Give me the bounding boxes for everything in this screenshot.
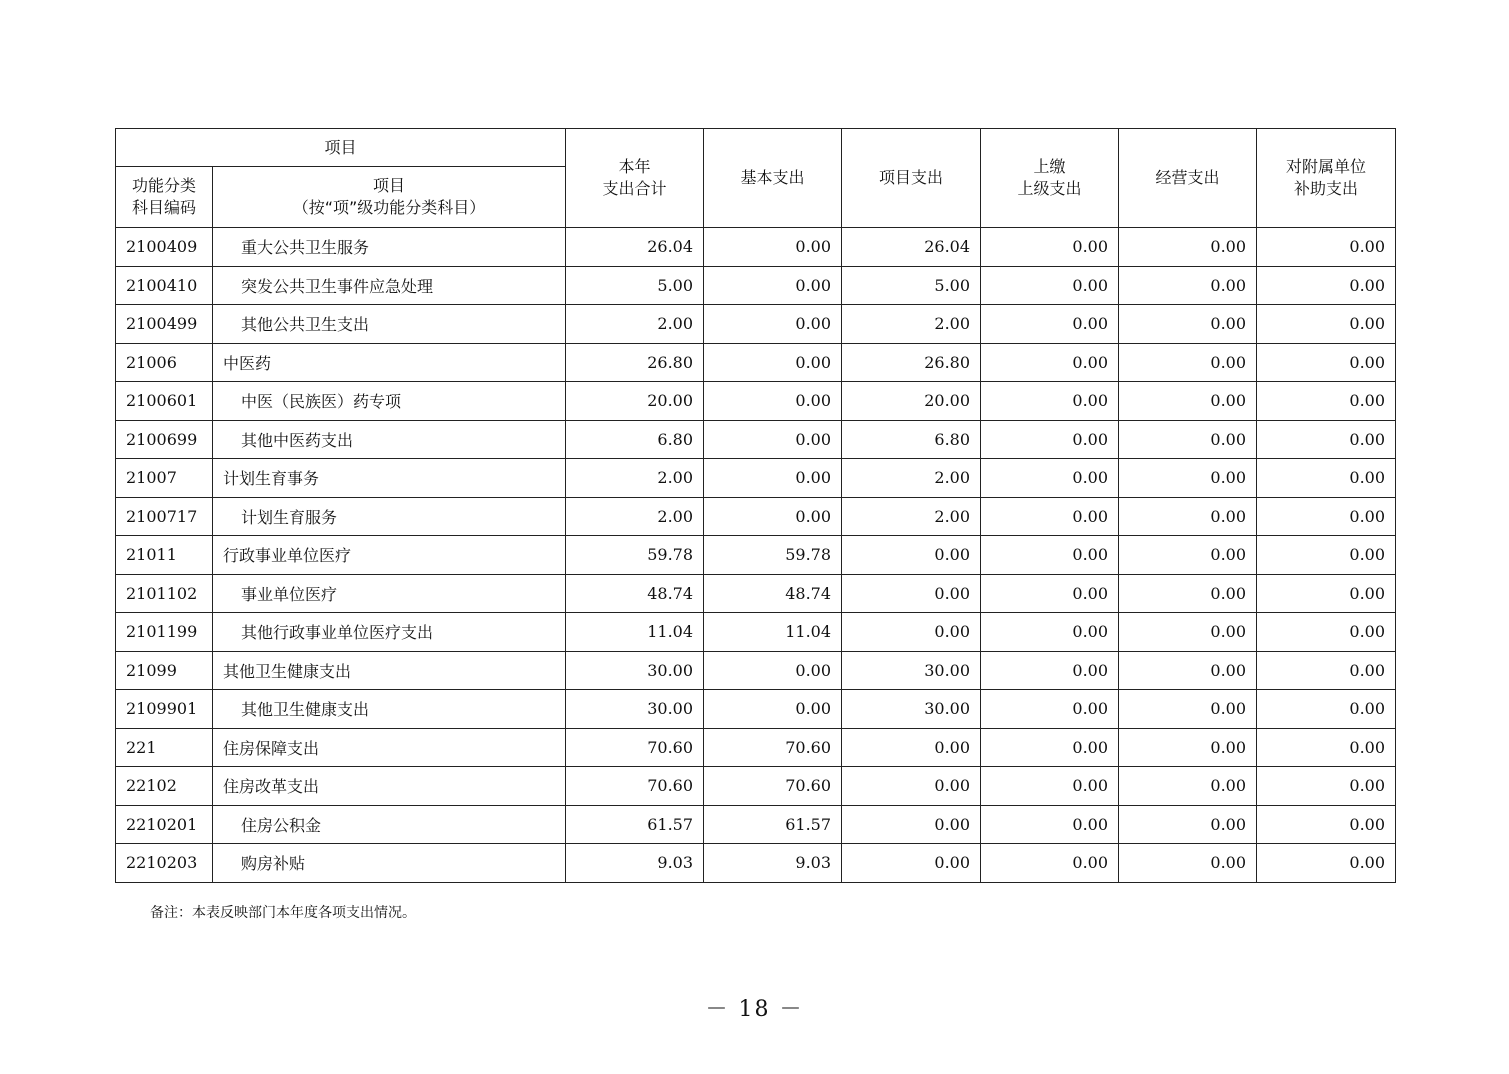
cell-code: 22102	[116, 767, 213, 806]
cell-remit: 0.00	[981, 767, 1119, 806]
cell-subsidy: 0.00	[1257, 613, 1396, 652]
cell-name: 住房保障支出	[213, 728, 566, 767]
cell-business: 0.00	[1119, 690, 1257, 729]
cell-project: 0.00	[842, 805, 981, 844]
cell-code: 2100601	[116, 382, 213, 421]
cell-code: 221	[116, 728, 213, 767]
cell-total: 11.04	[566, 613, 704, 652]
header-code: 功能分类 科目编码	[116, 167, 213, 228]
table-row	[116, 266, 1396, 305]
cell-code: 21011	[116, 536, 213, 575]
table-row	[116, 574, 1396, 613]
cell-name: 计划生育服务	[213, 497, 566, 536]
cell-total: 70.60	[566, 728, 704, 767]
table-row	[116, 536, 1396, 575]
table-row	[116, 805, 1396, 844]
cell-project: 30.00	[842, 690, 981, 729]
cell-business: 0.00	[1119, 497, 1257, 536]
cell-subsidy: 0.00	[1257, 805, 1396, 844]
header-name: 项目 （按“项”级功能分类科目）	[213, 167, 566, 228]
cell-business: 0.00	[1119, 420, 1257, 459]
cell-code: 2100499	[116, 305, 213, 344]
cell-project: 0.00	[842, 728, 981, 767]
cell-business: 0.00	[1119, 574, 1257, 613]
cell-basic: 0.00	[704, 266, 842, 305]
cell-project: 26.04	[842, 228, 981, 267]
cell-code: 2100717	[116, 497, 213, 536]
table-row	[116, 459, 1396, 498]
cell-total: 59.78	[566, 536, 704, 575]
cell-total: 48.74	[566, 574, 704, 613]
cell-name: 中医（民族医）药专项	[213, 382, 566, 421]
cell-code: 21007	[116, 459, 213, 498]
page-number: － 18 －	[705, 997, 804, 1022]
cell-project: 5.00	[842, 266, 981, 305]
cell-subsidy: 0.00	[1257, 382, 1396, 421]
cell-basic: 9.03	[704, 844, 842, 883]
cell-remit: 0.00	[981, 343, 1119, 382]
cell-subsidy: 0.00	[1257, 844, 1396, 883]
cell-subsidy: 0.00	[1257, 305, 1396, 344]
cell-remit: 0.00	[981, 613, 1119, 652]
cell-remit: 0.00	[981, 266, 1119, 305]
table-row	[116, 382, 1396, 421]
cell-basic: 0.00	[704, 420, 842, 459]
cell-remit: 0.00	[981, 805, 1119, 844]
cell-total: 30.00	[566, 690, 704, 729]
cell-name: 住房公积金	[213, 805, 566, 844]
cell-code: 2109901	[116, 690, 213, 729]
cell-business: 0.00	[1119, 844, 1257, 883]
cell-total: 2.00	[566, 459, 704, 498]
cell-code: 2100409	[116, 228, 213, 267]
expenditure-table	[115, 128, 1396, 883]
cell-project: 0.00	[842, 844, 981, 883]
cell-name: 其他卫生健康支出	[213, 651, 566, 690]
cell-basic: 61.57	[704, 805, 842, 844]
cell-subsidy: 0.00	[1257, 343, 1396, 382]
table-row	[116, 305, 1396, 344]
cell-project: 2.00	[842, 305, 981, 344]
table-row	[116, 613, 1396, 652]
cell-name: 其他卫生健康支出	[213, 690, 566, 729]
cell-code: 2100410	[116, 266, 213, 305]
cell-total: 2.00	[566, 305, 704, 344]
cell-name: 重大公共卫生服务	[213, 228, 566, 267]
cell-subsidy: 0.00	[1257, 651, 1396, 690]
cell-project: 0.00	[842, 536, 981, 575]
header-remit: 上缴 上级支出	[981, 129, 1119, 228]
cell-remit: 0.00	[981, 728, 1119, 767]
cell-subsidy: 0.00	[1257, 728, 1396, 767]
cell-subsidy: 0.00	[1257, 266, 1396, 305]
cell-total: 61.57	[566, 805, 704, 844]
cell-subsidy: 0.00	[1257, 574, 1396, 613]
table-row	[116, 651, 1396, 690]
cell-code: 2101199	[116, 613, 213, 652]
cell-name: 购房补贴	[213, 844, 566, 883]
cell-subsidy: 0.00	[1257, 690, 1396, 729]
table-row	[116, 343, 1396, 382]
cell-basic: 0.00	[704, 343, 842, 382]
cell-remit: 0.00	[981, 382, 1119, 421]
cell-total: 9.03	[566, 844, 704, 883]
table-row	[116, 690, 1396, 729]
cell-total: 26.80	[566, 343, 704, 382]
header-business: 经营支出	[1119, 129, 1257, 228]
cell-name: 突发公共卫生事件应急处理	[213, 266, 566, 305]
cell-total: 26.04	[566, 228, 704, 267]
cell-basic: 0.00	[704, 382, 842, 421]
cell-remit: 0.00	[981, 536, 1119, 575]
cell-business: 0.00	[1119, 767, 1257, 806]
table-row	[116, 844, 1396, 883]
cell-total: 30.00	[566, 651, 704, 690]
cell-total: 20.00	[566, 382, 704, 421]
cell-basic: 0.00	[704, 228, 842, 267]
cell-name: 行政事业单位医疗	[213, 536, 566, 575]
cell-subsidy: 0.00	[1257, 497, 1396, 536]
cell-basic: 0.00	[704, 690, 842, 729]
cell-project: 2.00	[842, 497, 981, 536]
table-row	[116, 767, 1396, 806]
cell-business: 0.00	[1119, 228, 1257, 267]
cell-remit: 0.00	[981, 844, 1119, 883]
cell-subsidy: 0.00	[1257, 459, 1396, 498]
cell-code: 2100699	[116, 420, 213, 459]
cell-remit: 0.00	[981, 228, 1119, 267]
cell-basic: 0.00	[704, 651, 842, 690]
cell-remit: 0.00	[981, 497, 1119, 536]
cell-name: 其他公共卫生支出	[213, 305, 566, 344]
cell-business: 0.00	[1119, 382, 1257, 421]
cell-code: 21006	[116, 343, 213, 382]
table-note: 备注：本表反映部门本年度各项支出情况。	[150, 905, 416, 921]
cell-basic: 11.04	[704, 613, 842, 652]
header-total: 本年 支出合计	[566, 129, 704, 228]
cell-basic: 0.00	[704, 305, 842, 344]
cell-code: 21099	[116, 651, 213, 690]
cell-total: 2.00	[566, 497, 704, 536]
cell-total: 70.60	[566, 767, 704, 806]
table-row	[116, 420, 1396, 459]
header-subsidy: 对附属单位 补助支出	[1257, 129, 1396, 228]
header-project: 项目支出	[842, 129, 981, 228]
cell-project: 0.00	[842, 574, 981, 613]
cell-project: 26.80	[842, 343, 981, 382]
table-row	[116, 728, 1396, 767]
cell-name: 事业单位医疗	[213, 574, 566, 613]
cell-business: 0.00	[1119, 459, 1257, 498]
cell-business: 0.00	[1119, 266, 1257, 305]
cell-remit: 0.00	[981, 459, 1119, 498]
cell-subsidy: 0.00	[1257, 536, 1396, 575]
table-body	[116, 228, 1396, 883]
cell-business: 0.00	[1119, 343, 1257, 382]
header-item-group: 项目	[116, 129, 566, 167]
cell-name: 其他中医药支出	[213, 420, 566, 459]
cell-total: 6.80	[566, 420, 704, 459]
cell-remit: 0.00	[981, 651, 1119, 690]
cell-business: 0.00	[1119, 536, 1257, 575]
header-basic: 基本支出	[704, 129, 842, 228]
cell-project: 30.00	[842, 651, 981, 690]
cell-name: 中医药	[213, 343, 566, 382]
cell-business: 0.00	[1119, 613, 1257, 652]
cell-remit: 0.00	[981, 420, 1119, 459]
cell-remit: 0.00	[981, 305, 1119, 344]
cell-subsidy: 0.00	[1257, 228, 1396, 267]
cell-code: 2210203	[116, 844, 213, 883]
cell-basic: 48.74	[704, 574, 842, 613]
cell-subsidy: 0.00	[1257, 767, 1396, 806]
cell-project: 20.00	[842, 382, 981, 421]
cell-project: 2.00	[842, 459, 981, 498]
cell-basic: 70.60	[704, 767, 842, 806]
cell-remit: 0.00	[981, 690, 1119, 729]
cell-project: 6.80	[842, 420, 981, 459]
cell-business: 0.00	[1119, 805, 1257, 844]
table-row	[116, 497, 1396, 536]
cell-business: 0.00	[1119, 651, 1257, 690]
cell-remit: 0.00	[981, 574, 1119, 613]
cell-basic: 0.00	[704, 497, 842, 536]
cell-name: 计划生育事务	[213, 459, 566, 498]
cell-project: 0.00	[842, 767, 981, 806]
cell-subsidy: 0.00	[1257, 420, 1396, 459]
cell-basic: 70.60	[704, 728, 842, 767]
cell-business: 0.00	[1119, 728, 1257, 767]
cell-total: 5.00	[566, 266, 704, 305]
cell-project: 0.00	[842, 613, 981, 652]
cell-basic: 59.78	[704, 536, 842, 575]
cell-code: 2210201	[116, 805, 213, 844]
cell-name: 其他行政事业单位医疗支出	[213, 613, 566, 652]
cell-business: 0.00	[1119, 305, 1257, 344]
cell-name: 住房改革支出	[213, 767, 566, 806]
cell-code: 2101102	[116, 574, 213, 613]
cell-basic: 0.00	[704, 459, 842, 498]
table-row	[116, 228, 1396, 267]
